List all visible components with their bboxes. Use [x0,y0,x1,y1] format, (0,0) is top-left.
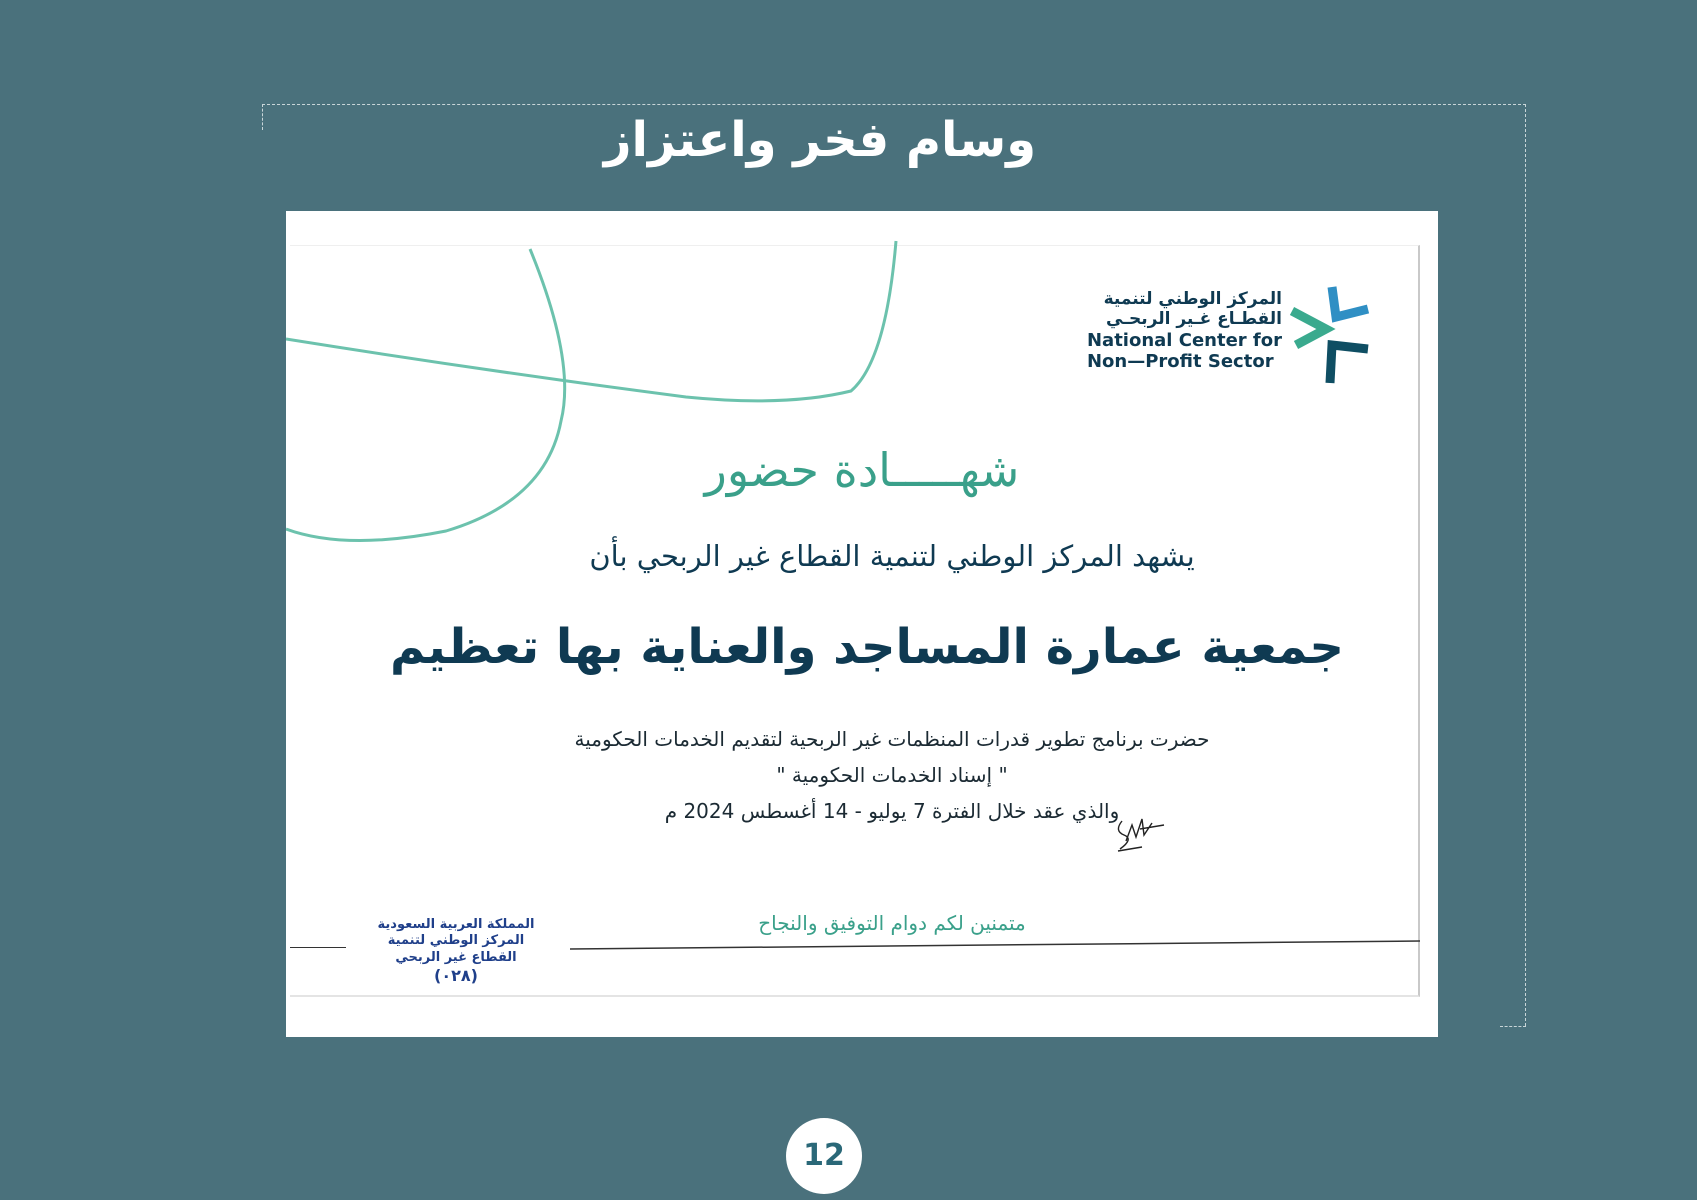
logo-text [1087,289,1282,373]
logo-ar-line2: القطـاع غـير الربحـي [1105,309,1282,330]
logo-mark-icon [1288,283,1374,387]
wishes-text: متمنين لكم دوام التوفيق والنجاح [758,911,1026,935]
page-number: 12 [786,1118,862,1194]
stamp-line-3: القطاع غير الربحي [395,949,517,965]
footer-line-left [290,947,346,948]
footer-line-right [570,939,1420,951]
detail-line-3: والذي عقد خلال الفترة 7 يوليو - 14 أغسطس 2024 م [664,799,1120,823]
organization-name: جمعية عمارة المساجد والعناية بها تعظيم [390,619,1344,675]
signature [1112,811,1168,855]
dashed-frame-bottom [1500,1026,1526,1028]
certificate-heading: شهـــــادة حضور [704,443,1020,497]
stamp-line-2: المركز الوطني لتنمية [387,933,525,949]
ncnp-logo [1086,283,1374,393]
detail-line-2: " إسناد الخدمات الحكومية " [776,763,1008,787]
logo-ar-line1: المركز الوطني لتنمية [1103,289,1282,309]
official-stamp [376,917,536,986]
stamp-number: (٠٢٨) [434,965,478,985]
dashed-frame-left [262,104,264,130]
certificate [286,211,1438,1037]
logo-en-line2: Non—Profit Sector [1086,351,1274,373]
page-title: وسام فخر واعتزاز [603,112,1037,168]
certifies-text: يشهد المركز الوطني لتنمية القطاع غير الربحي بأن [589,539,1195,573]
stamp-line-1: المملكة العربية السعودية [377,917,535,932]
detail-line-1: حضرت برنامج تطوير قدرات المنظمات غير الربحية لتقديم الخدمات الحكومية [574,727,1210,751]
logo-en-line1: National Center for [1086,329,1282,351]
